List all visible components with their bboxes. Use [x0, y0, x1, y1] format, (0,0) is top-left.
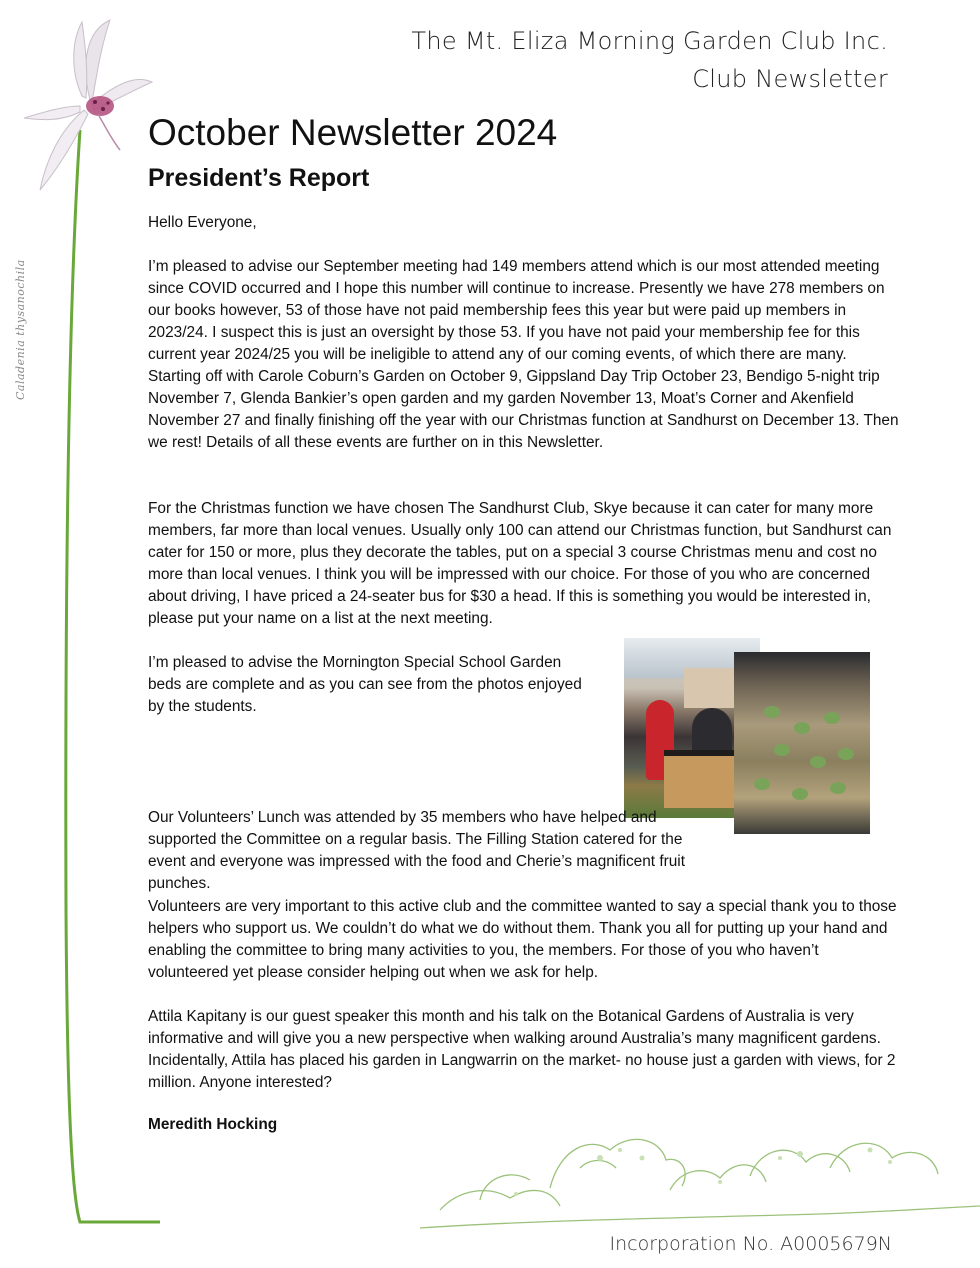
signature: Meredith Hocking: [148, 1116, 278, 1133]
section-title: President’s Report: [148, 164, 370, 192]
paragraph-volunteers-thanks: Volunteers are very important to this active club and the committee wanted to say a special thank you to those helpers who support us. We couldn’t do what we do without them. Thank you all for putting up your hand and enabling the committee to bring many activities to you, the members. For those of you who haven’t volunteered yet please consider helping out when we ask for help.: [148, 898, 897, 981]
botanical-label: Caladenia thysanochila: [14, 259, 27, 400]
shrub-illustration: [420, 1128, 980, 1238]
doc-type: Club Newsletter: [692, 65, 888, 93]
incorporation-number: Incorporation No. A0005679N: [609, 1233, 892, 1255]
paragraph-volunteers-lunch: [148, 807, 900, 895]
orchid-illustration: [20, 10, 160, 1230]
paragraph-membership: I’m pleased to advise our September meeting had 149 members attend which is our most attended meeting since COVID occurred and I hope this number will continue to increase. Presently we have 278 members on our books however, 53 of those have not paid membership fees this year but were paid up members in 2023/24. I suspect this is just an oversight by those 53. If you have not paid your membership fee for this current year 2024/25 you will be ineligible to attend any of our coming events, of which there are many. Starting off with Carole Coburn’s Garden on October 9, Gippsland Day Trip October 23, Bendigo 5-night trip November 7, Glenda Bankier’s open garden and my garden November 13, Moat’s Corner and Akenfield November 27 and finally finishing off the year with our Christmas function at Sandhurst on December 13. Then we rest! Details of all these events are further on in this Newsletter.: [148, 258, 899, 451]
paragraph-school-garden: I’m pleased to advise the Mornington Special School Garden beds are complete and as you can see from the photos enjoyed by the students.: [148, 654, 582, 715]
paragraph-christmas: For the Christmas function we have chosen The Sandhurst Club, Skye because it can cater for many more members, far more than local venues. Usually only 100 can attend our Christmas function, but Sandhurst can cater for 150 or more, plus they decorate the tables, put on a special 3 course Christmas menu and cost no more than local venues. I think you will be impressed with our choice. For those of you who are concerned about driving, I have priced a 24-seater bus for $30 a head. If this is something you would be interested in, please put your name on a list at the next meeting.: [148, 500, 892, 627]
paragraph-guest-speaker: Attila Kapitany is our guest speaker this month and his talk on the Botanical Gardens of Australia is very informative and will give you a new perspective when walking around Australia’s many magnificent gardens. Incidentally, Attila has placed his garden in Langwarrin on the market- no house just a garden with views, for 2 million. Anyone interested?: [148, 1008, 896, 1091]
page-title: October Newsletter 2024: [148, 112, 558, 153]
org-name: The Mt. Eliza Morning Garden Club Inc.: [411, 27, 888, 55]
greeting: Hello Everyone,: [148, 214, 257, 231]
newsletter-header: [411, 22, 888, 98]
volunteers-lunch-text: Our Volunteers’ Lunch was attended by 35 members who have helped and supported the Committee on a regular basis. The Filling Station catered for the event and everyone was impressed with the food and Cherie’s magnificent fruit punches.: [148, 809, 685, 892]
